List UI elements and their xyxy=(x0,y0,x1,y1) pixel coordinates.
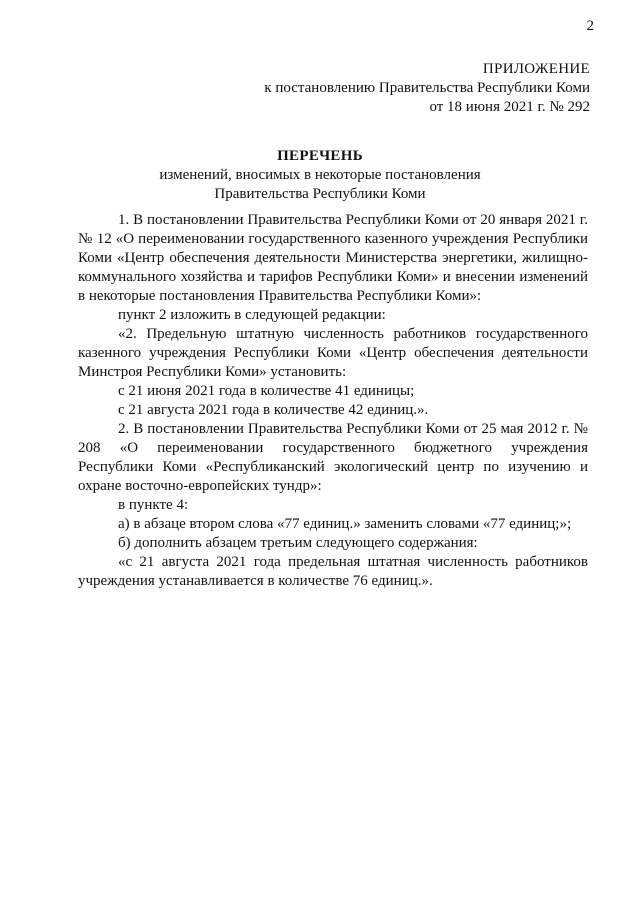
appendix-header xyxy=(264,60,590,117)
paragraph-3: «2. Предельную штатную численность работников государственного казенного учреждения Республики Коми «Центр обеспечения деятельности Минстроя Республики Коми» установить: xyxy=(78,326,588,380)
appendix-line-resolution: к постановлению Правительства Республики Коми xyxy=(264,80,590,96)
appendix-heading: ПРИЛОЖЕНИЕ xyxy=(482,61,590,77)
paragraph-7: в пункте 4: xyxy=(118,497,189,513)
page-number: 2 xyxy=(586,18,594,34)
paragraph-10: «с 21 августа 2021 года предельная штатная численность работников учреждения устанавливается в количестве 76 единиц.». xyxy=(78,554,588,589)
paragraph-4: с 21 июня 2021 года в количестве 41 единицы; xyxy=(118,383,415,399)
document-subtitle-line-1: изменений, вносимых в некоторые постановления xyxy=(159,167,481,183)
document-title-block xyxy=(0,147,640,204)
paragraph-1: 1. В постановлении Правительства Республики Коми от 20 января 2021 г. № 12 «О переименовании государственного казенного учреждения Республики Коми «Центр обеспечения деятельности Министерства энергетики, жилищно-коммунального хозяйства и тарифов Республики Коми» и внесении изменений в некоторые постановления Правительства Республики Коми»: xyxy=(78,212,588,304)
paragraph-5: с 21 августа 2021 года в количестве 42 единиц.». xyxy=(118,402,429,418)
document-title: ПЕРЕЧЕНЬ xyxy=(277,148,363,164)
paragraph-8: а) в абзаце втором слова «77 единиц.» заменить словами «77 единиц;»; xyxy=(118,516,572,532)
document-body xyxy=(78,211,588,591)
paragraph-6: 2. В постановлении Правительства Республики Коми от 25 мая 2012 г. № 208 «О переименовании государственного бюджетного учреждения Республики Коми «Республиканский экологический центр по изучению и охране восточно-европейских тундр»: xyxy=(78,421,588,494)
document-subtitle-line-2: Правительства Республики Коми xyxy=(214,186,426,202)
paragraph-2: пункт 2 изложить в следующей редакции: xyxy=(118,307,386,323)
appendix-line-date: от 18 июня 2021 г. № 292 xyxy=(429,99,590,115)
paragraph-9: б) дополнить абзацем третьим следующего содержания: xyxy=(118,535,478,551)
